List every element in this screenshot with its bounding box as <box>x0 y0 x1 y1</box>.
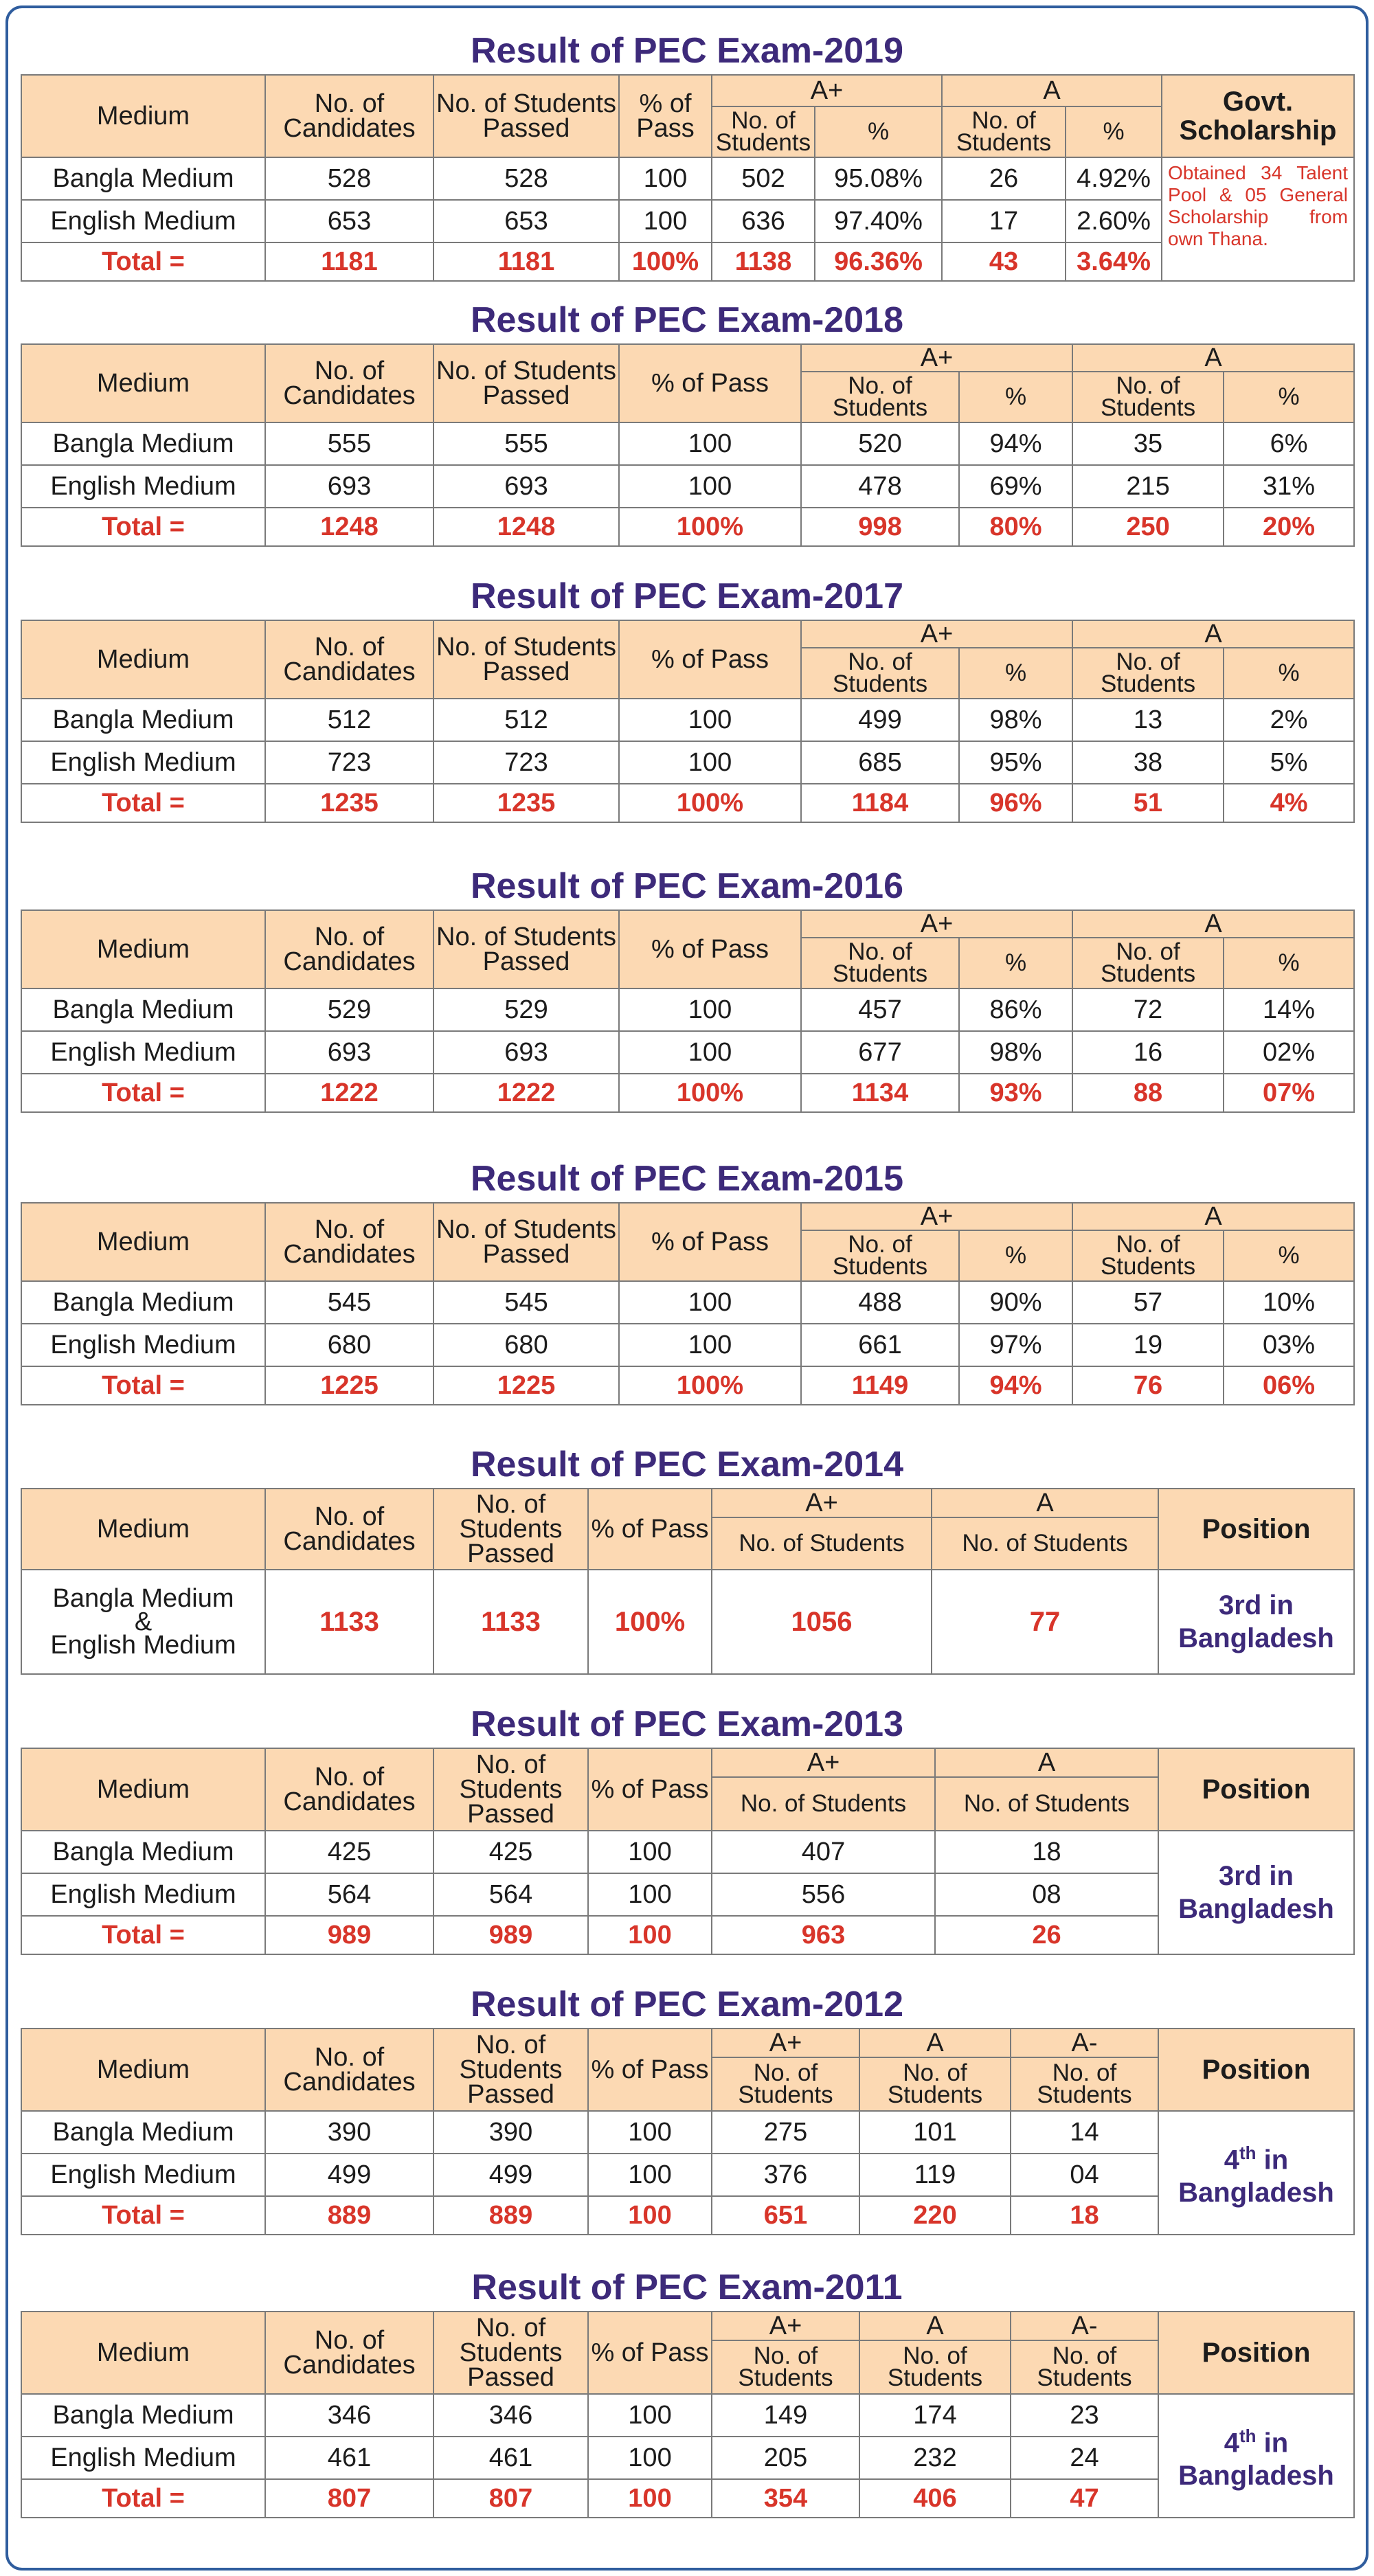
table-row: English Medium 461 461 100 205 232 24 <box>21 2437 1354 2479</box>
header-candidates: No. of Candidates <box>265 75 433 157</box>
position-2014: 3rd in Bangladesh <box>1158 1570 1354 1674</box>
title-2013: Result of PEC Exam-2013 <box>470 1704 904 1744</box>
section-2019 <box>21 27 1353 282</box>
table-row: English Medium 653 653 100 636 97.40% 17 2.60% <box>21 200 1354 242</box>
total-row: Total = 1248 1248 100% 998 80% 250 20% <box>21 508 1354 546</box>
table-row: Bangla Medium 390 390 100 275 101 14 4th in Bangladesh <box>21 2111 1354 2154</box>
title-2019: Result of PEC Exam-2019 <box>470 31 904 71</box>
title-2018: Result of PEC Exam-2018 <box>470 300 904 340</box>
table-2012: Medium No. of Candidates No. of Students Passed % of Pass A+ A A- Position No. of Students No. of Students No. of Students Bangla Medium 390 390 100 275 101 14 4th in Bangladesh English Medium 499 499 100 376 119 04 Total = 889 889 100 651 220 18 <box>21 2028 1355 2235</box>
table-row: English Medium 693 693 100 478 69% 215 31% <box>21 465 1354 508</box>
table-2011: Medium No. of Candidates No. of Students Passed % of Pass A+ A A- Position No. of Students No. of Students No. of Students Bangla Medium 346 346 100 149 174 23 4th in Bangladesh English Medium 461 461 100 205 232 24 Total = 807 807 100 354 406 47 <box>21 2311 1355 2518</box>
header-medium: Medium <box>21 75 265 157</box>
header-position: Position <box>1158 1489 1354 1570</box>
table-row: Bangla Medium 346 346 100 149 174 23 4th in Bangladesh <box>21 2394 1354 2437</box>
table-row: Bangla Medium 425 425 100 407 18 3rd in Bangladesh <box>21 1831 1354 1873</box>
table-row: English Medium 693 693 100 677 98% 16 02% <box>21 1031 1354 1074</box>
position-2013: 3rd in Bangladesh <box>1158 1831 1354 1954</box>
table-row: Bangla Medium 545 545 100 488 90% 57 10% <box>21 1281 1354 1324</box>
title-2012: Result of PEC Exam-2012 <box>470 1985 904 2024</box>
section-2017 <box>21 573 1353 823</box>
table-row: Bangla Medium 555 555 100 520 94% 35 6% <box>21 422 1354 465</box>
table-2015: Medium No. of Candidates No. of Students Passed % of Pass A+ A No. of Students % No. of Students % Bangla Medium 545 545 100 488 90% 57 10% English Medium 680 680 100 661 97% 19 03% Total = 1225 1225 100% 1149 94% 76 06% <box>21 1202 1355 1405</box>
table-row: English Medium 680 680 100 661 97% 19 03% <box>21 1324 1354 1366</box>
table-row: Bangla Medium 528 528 100 502 95.08% 26 4.92% Obtained 34 Talent Pool & 05 General Scholarship from own Thana. <box>21 157 1354 200</box>
table-row: English Medium 499 499 100 376 119 04 <box>21 2154 1354 2196</box>
table-row: English Medium 723 723 100 685 95% 38 5% <box>21 741 1354 784</box>
table-row: English Medium 564 564 100 556 08 <box>21 1873 1354 1916</box>
title-2016: Result of PEC Exam-2016 <box>470 866 904 906</box>
header-aplus: A+ <box>712 75 942 106</box>
section-2011 <box>21 2264 1353 2518</box>
header-a: A <box>942 75 1162 106</box>
section-2015 <box>21 1155 1353 1405</box>
header-a-pct: % <box>1066 106 1162 157</box>
combined-medium: Bangla Medium & English Medium <box>21 1570 265 1674</box>
total-row: Total = 989 989 100 963 26 <box>21 1916 1354 1954</box>
table-2019 <box>21 74 1355 282</box>
table-2018: Medium No. of Candidates No. of Students Passed % of Pass A+ A No. of Students % No. of Students % Bangla Medium 555 555 100 520 94% 35 6% English Medium 693 693 100 478 69% 215 31% Total = 1248 1248 100% 998 80% 250 20% <box>21 343 1355 547</box>
header-pass-pct: % of Pass <box>619 75 712 157</box>
scholarship-note: Obtained 34 Talent Pool & 05 General Scholarship from own Thana. <box>1162 157 1354 281</box>
header-aplus-students: No. of Students <box>712 106 815 157</box>
section-2013 <box>21 1701 1353 1955</box>
position-2011: 4th in Bangladesh <box>1158 2394 1354 2518</box>
title-2017: Result of PEC Exam-2017 <box>470 576 904 616</box>
table-2013: Medium No. of Candidates No. of Students Passed % of Pass A+ A Position No. of Students No. of Students Bangla Medium 425 425 100 407 18 3rd in Bangladesh English Medium 564 564 100 556 08 Total = 989 989 100 963 26 <box>21 1748 1355 1955</box>
total-row: Total = 1222 1222 100% 1134 93% 88 07% <box>21 1074 1354 1112</box>
section-2014 <box>21 1441 1353 1675</box>
header-scholarship: Govt. Scholarship <box>1162 75 1354 157</box>
header-passed: No. of Students Passed <box>433 75 619 157</box>
total-row: Total = 889 889 100 651 220 18 <box>21 2196 1354 2235</box>
total-row: Total = 807 807 100 354 406 47 <box>21 2479 1354 2518</box>
title-2015: Result of PEC Exam-2015 <box>470 1159 904 1199</box>
header-a-students: No. of Students <box>942 106 1066 157</box>
table-row: Bangla Medium 529 529 100 457 86% 72 14% <box>21 988 1354 1031</box>
section-2016 <box>21 863 1353 1113</box>
table-2016: Medium No. of Candidates No. of Students Passed % of Pass A+ A No. of Students % No. of Students % Bangla Medium 529 529 100 457 86% 72 14% English Medium 693 693 100 677 98% 16 02% Total = 1222 1222 100% 1134 93% 88 07% <box>21 909 1355 1113</box>
title-2014: Result of PEC Exam-2014 <box>470 1445 904 1484</box>
section-2012 <box>21 1981 1353 2235</box>
table-2014: Medium No. of Candidates No. of Students Passed % of Pass A+ A Position No. of Students No. of Students Bangla Medium & English Medium 1133 1133 100% 1056 77 3rd in Bangladesh <box>21 1488 1355 1675</box>
section-2018 <box>21 297 1353 547</box>
total-row: Total = 1235 1235 100% 1184 96% 51 4% <box>21 784 1354 822</box>
table-2017: Medium No. of Candidates No. of Students Passed % of Pass A+ A No. of Students % No. of Students % Bangla Medium 512 512 100 499 98% 13 2% English Medium 723 723 100 685 95% 38 5% Total = 1235 1235 100% 1184 96% 51 4% <box>21 620 1355 823</box>
header-aplus-pct: % <box>815 106 942 157</box>
total-row: Total = 1225 1225 100% 1149 94% 76 06% <box>21 1366 1354 1405</box>
title-2011: Result of PEC Exam-2011 <box>471 2268 903 2307</box>
table-row: Bangla Medium & English Medium 1133 1133 100% 1056 77 3rd in Bangladesh <box>21 1570 1354 1674</box>
total-row: Total = 1181 1181 100% 1138 96.36% 43 3.64% <box>21 242 1354 281</box>
position-2012: 4th in Bangladesh <box>1158 2111 1354 2235</box>
table-row: Bangla Medium 512 512 100 499 98% 13 2% <box>21 699 1354 741</box>
